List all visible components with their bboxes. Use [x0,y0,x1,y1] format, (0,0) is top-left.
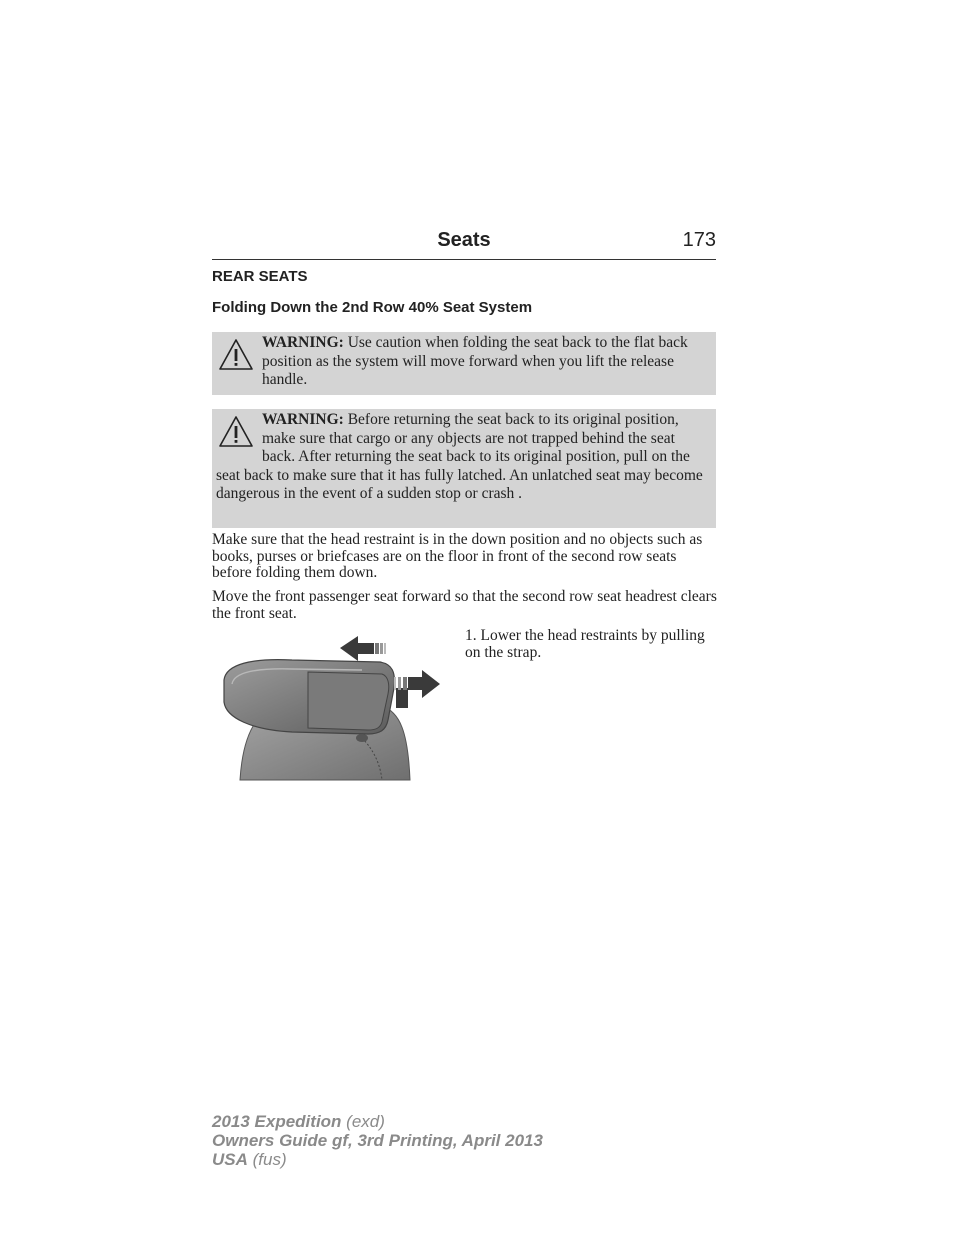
warning-triangle-icon [218,337,254,373]
warning-label: WARNING: [262,411,344,428]
subsection-title: Folding Down the 2nd Row 40% Seat System [212,299,533,316]
section-title: REAR SEATS [212,268,308,285]
page-title: Seats [437,229,491,251]
warning-box-1 [212,332,716,395]
page-header [212,229,716,260]
warning-text: Use caution when folding the seat back to the flat back position as the system will move forward when you lift the release handle. [262,334,688,389]
footer-market-code: (fus) [247,1150,287,1169]
page-footer [212,1112,543,1169]
warning-text: Before returning the seat back to its original position, make sure that cargo or any objects are not trapped behind the seat back. After returning the seat back to its original position, pull on the seat back to make sure that it has fully latched. An unlatched seat may become dangerous in the event of a sudden stop or crash . [216,411,703,503]
footer-market: USA [212,1150,248,1169]
step-1-text: 1. Lower the head restraints by pulling on the strap. [465,627,705,661]
footer-model-code: (exd) [341,1112,385,1131]
paragraph-head-restraint: Make sure that the head restraint is in the down position and no objects such as books, purses or briefcases are on the floor in front of the second row seats before folding them down. [212,531,703,582]
footer-guide: Owners Guide gf, 3rd Printing, April 2013 [212,1131,543,1150]
warning-triangle-icon [218,414,254,450]
warning-label: WARNING: [262,334,344,351]
paragraph-front-seat: Move the front passenger seat forward so that the second row seat headrest clears the front seat. [212,588,717,622]
warning-box-2 [212,409,716,528]
page-number: 173 [682,229,716,251]
footer-model: 2013 Expedition [212,1112,342,1131]
head-restraint-illustration [212,628,444,784]
